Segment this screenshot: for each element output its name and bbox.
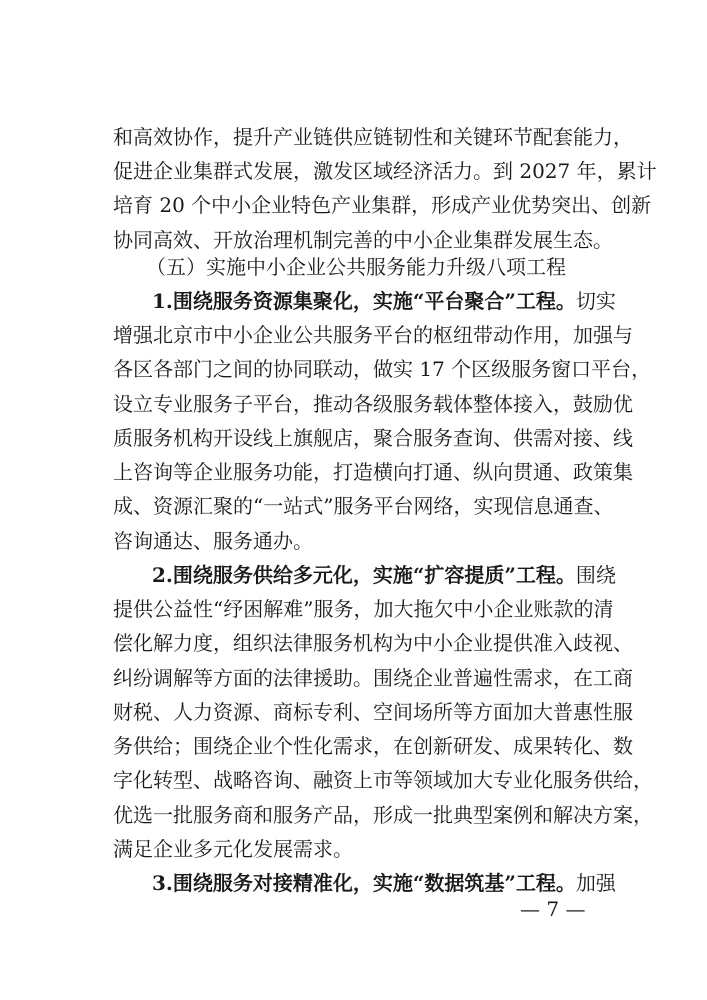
section-heading: （五）实施中小企业公共服务能力升级八项工程 — [146, 255, 566, 279]
item1-line-3: 各区各部门之间的协同联动，做实 17 个区级服务窗口平台， — [113, 357, 652, 381]
item2-line-3: 偿化解力度，组织法律服务机构为中小企业提供准入歧视、 — [113, 631, 633, 655]
item1-line-2: 增强北京市中小企业公共服务平台的枢纽带动作用，加强与 — [113, 323, 633, 347]
item2-line-5: 财税、人力资源、商标专利、空间场所等方面加大普惠性服 — [113, 700, 633, 724]
item2-line-4: 纠纷调解等方面的法律援助。围绕企业普遍性需求，在工商 — [113, 666, 633, 690]
item2-first-line — [152, 563, 616, 587]
item3-first-line — [152, 871, 616, 895]
item1-first-line-rest: 切实 — [575, 289, 616, 313]
item2-line-6: 务供给；围绕企业个性化需求，在创新研发、成果转化、数 — [113, 734, 633, 758]
item2-first-line-rest: 围绕 — [575, 563, 616, 587]
item2-line-2: 提供公益性“纾困解难”服务，加大拖欠中小企业账款的清 — [113, 597, 614, 621]
item1-title: 1.围绕服务资源集聚化，实施“平台聚合”工程。 — [152, 289, 576, 313]
item2-line-9: 满足企业多元化发展需求。 — [113, 837, 353, 861]
item3-title: 3.围绕服务对接精准化，实施“数据筑基”工程。 — [152, 871, 576, 895]
item2-title: 2.围绕服务供给多元化，实施“扩容提质”工程。 — [152, 563, 576, 587]
intro-line-1: 和高效协作，提升产业链供应链韧性和关键环节配套能力， — [113, 125, 633, 149]
intro-line-2: 促进企业集群式发展，激发区域经济活力。到 2027 年，累计 — [113, 159, 657, 183]
item2-line-7: 字化转型、战略咨询、融资上市等领域加大专业化服务供给， — [113, 768, 653, 792]
item1-first-line — [152, 289, 616, 313]
intro-line-3: 培育 20 个中小企业特色产业集群，形成产业优势突出、创新 — [113, 193, 652, 217]
item1-line-5: 质服务机构开设线上旗舰店，聚合服务查询、供需对接、线 — [113, 426, 633, 450]
page-number: — 7 — — [520, 897, 586, 921]
item1-line-6: 上咨询等企业服务功能，打造横向打通、纵向贯通、政策集 — [113, 460, 633, 484]
item3-first-line-rest: 加强 — [575, 871, 616, 895]
item2-line-8: 优选一批服务商和服务产品，形成一批典型案例和解决方案， — [113, 803, 653, 827]
intro-line-4: 协同高效、开放治理机制完善的中小企业集群发展生态。 — [113, 228, 613, 252]
item1-line-8: 咨询通达、服务通办。 — [113, 529, 313, 553]
item1-line-4: 设立专业服务子平台，推动各级服务载体整体接入，鼓励优 — [113, 392, 633, 416]
item1-line-7: 成、资源汇聚的“一站式”服务平台网络，实现信息通查、 — [113, 494, 614, 518]
